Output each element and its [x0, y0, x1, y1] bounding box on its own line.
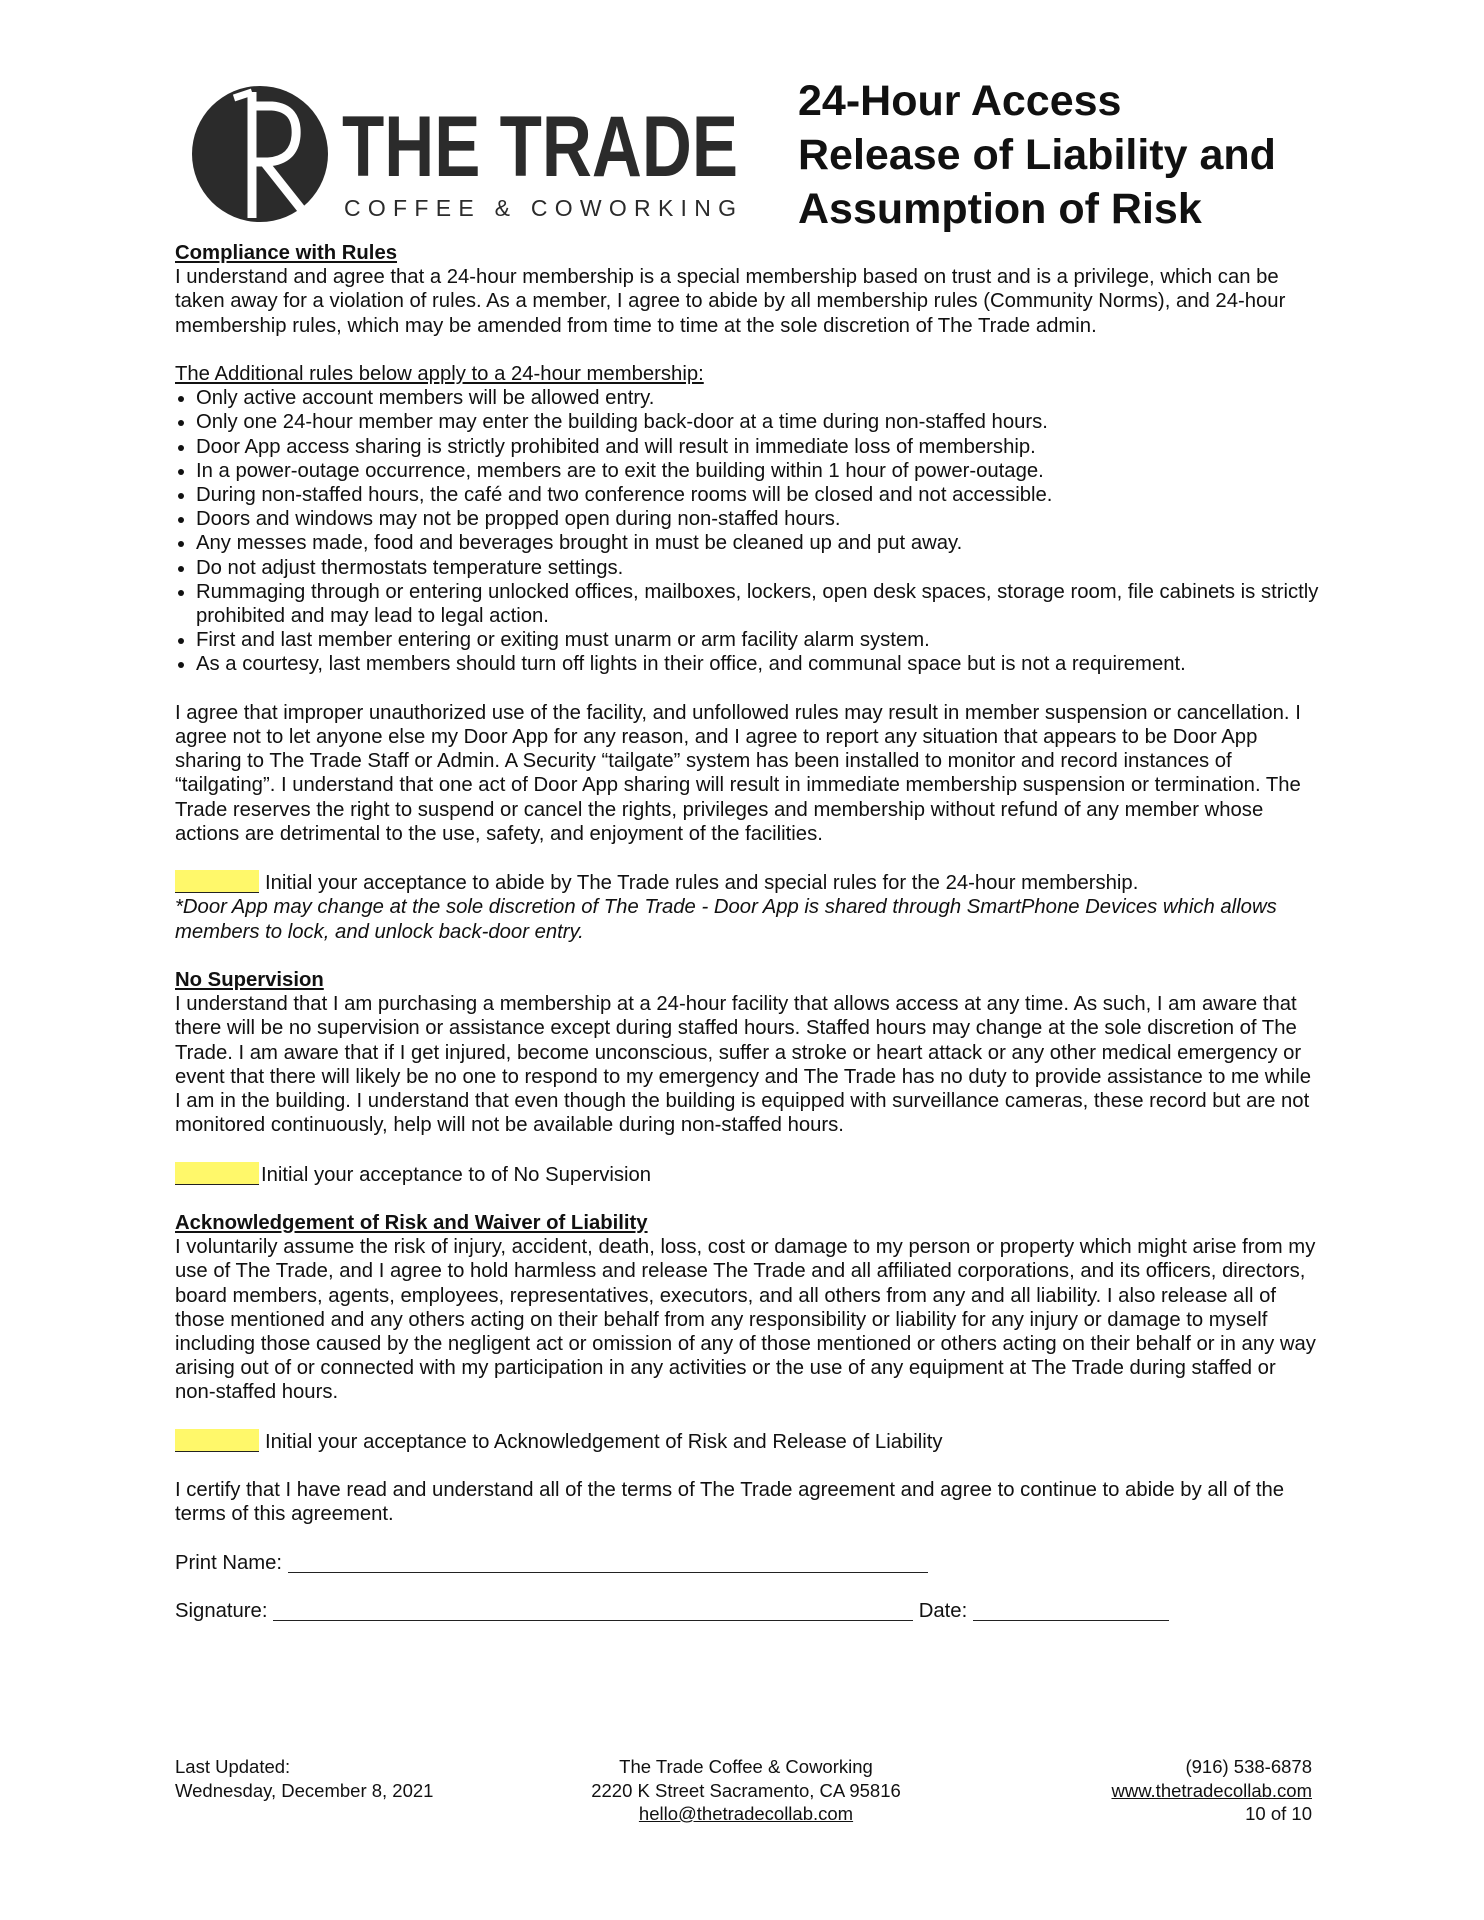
list-item: • Only one 24-hour member may enter the building back-door at a time during non-staffed hours.	[196, 410, 1320, 434]
footer-center	[571, 1755, 921, 1826]
list-item: • During non-staffed hours, the café and two conference rooms will be closed and not accessible.	[196, 483, 1320, 507]
date-label: Date:	[918, 1600, 968, 1623]
agreement-paragraph: I agree that improper unauthorized use of the facility, and unfollowed rules may result in member suspension or cancellation. I agree not to let anyone else my Door App for any reason, and I agree to report any situation that appears to be Door App sharing to The Trade Staff or Admin. A Security “tailgate” system has been installed to monitor and record instances of “tailgating”. I understand that one act of Door App sharing will result in immediate membership suspension or termination. The Trade reserves the right to suspend or cancel the rights, privileges and membership without refund of any member whose actions are detrimental to the use, safety, and enjoyment of the facilities.	[175, 701, 1301, 845]
risk-heading: Acknowledgement of Risk and Waiver of Liability	[175, 1212, 648, 1235]
email-link[interactable]: hello@thetradecollab.com	[638, 1803, 854, 1824]
compliance-heading: Compliance with Rules	[175, 242, 398, 264]
signature-field[interactable]	[273, 1600, 913, 1621]
list-item: • Do not adjust thermostats temperature settings.	[196, 556, 1320, 580]
document-title	[798, 74, 1438, 236]
phone-number: (916) 538-6878	[1185, 1756, 1312, 1777]
print-name-row	[175, 1551, 1320, 1575]
website-link[interactable]: www.thetradecollab.com	[1111, 1779, 1312, 1801]
list-item: • As a courtesy, last members should turn off lights in their office, and communal space but is not a requirement.	[196, 652, 1320, 676]
risk-paragraph: I voluntarily assume the risk of injury, accident, death, loss, cost or damage to my person or property which might arise from my use of The Trade, and I agree to hold harmless and release The Trade and all affiliated corporations, and its officers, directors, board members, agents, employees, representatives, executors, and all others from any and all liability. I also release all of those mentioned and any others acting on their behalf from any responsibility or liability for any injury or damage to myself including those caused by the negligent act or omission of any of those mentioned or others acting on their behalf or in any way arising out of or connected with my participation in any activities or the use of any equipment at The Trade during staffed or non-staffed hours.	[175, 1236, 1316, 1404]
risk-initial-field[interactable]	[175, 1429, 259, 1452]
page-number: 10 of 10	[1245, 1803, 1312, 1824]
title-line: Release of Liability and	[798, 131, 1276, 179]
title-line: Assumption of Risk	[798, 185, 1202, 233]
list-item: • First and last member entering or exiting must unarm or arm facility alarm system.	[196, 628, 1320, 652]
footer-right	[1012, 1755, 1312, 1826]
footer-left	[175, 1755, 535, 1802]
company-name: The Trade Coffee & Coworking	[619, 1756, 873, 1777]
rules-initial-field[interactable]	[175, 870, 259, 893]
risk-initial-row	[175, 1429, 1320, 1454]
signature-label: Signature:	[175, 1600, 268, 1623]
list-item: • Only active account members will be allowed entry.	[196, 386, 1320, 410]
print-name-field[interactable]	[288, 1552, 928, 1573]
company-address: 2220 K Street Sacramento, CA 95816	[591, 1779, 901, 1801]
supervision-paragraph: I understand that I am purchasing a membership at a 24-hour facility that allows access at any time. As such, I am aware that there will be no supervision or assistance except during staffed hours. Staffed hours may change at the sole discretion of The Trade. I am aware that if I get injured, become unconscious, suffer a stroke or heart attack or any other medical emergency or event that there will likely be no one to respond to my emergency and The Trade has no duty to provide assistance to me while I am in the building. I understand that even though the building is equipped with surveillance cameras, these record but are not monitored continuously, help will not be available during non-staffed hours.	[175, 993, 1312, 1137]
rules-heading: The Additional rules below apply to a 24-hour membership:	[175, 363, 704, 385]
title-line: 24-Hour Access	[798, 77, 1122, 125]
print-name-label: Print Name:	[175, 1551, 283, 1574]
rules-initial-row	[175, 870, 1320, 895]
date-field[interactable]	[973, 1600, 1169, 1621]
door-app-note: *Door App may change at the sole discretion of The Trade - Door App is shared through SmartPhone Devices which allows members to lock, and unlock back-door entry.	[175, 896, 1277, 943]
list-item: • Any messes made, food and beverages brought in must be cleaned up and put away.	[196, 531, 1320, 555]
rules-initial-label: Initial your acceptance to abide by The Trade rules and special rules for the 24-hour membership.	[265, 872, 1139, 895]
logo-tagline: COFFEE & COWORKING	[344, 195, 736, 221]
supervision-initial-label: Initial your acceptance to of No Supervision	[261, 1163, 652, 1186]
list-item: • Rummaging through or entering unlocked offices, mailboxes, lockers, open desk spaces, storage room, file cabinets is strictly prohibited and may lead to legal action.	[196, 580, 1320, 628]
certification-paragraph: I certify that I have read and understand all of the terms of The Trade agreement and agree to continue to abide by all of the terms of this agreement.	[175, 1479, 1285, 1526]
list-item: • Doors and windows may not be propped open during non-staffed hours.	[196, 507, 1320, 531]
logo-wordmark: THE TRADE	[342, 99, 738, 195]
risk-initial-label: Initial your acceptance to Acknowledgement of Risk and Release of Liability	[265, 1430, 943, 1453]
list-item: • In a power-outage occurrence, members are to exit the building within 1 hour of power-outage.	[196, 459, 1320, 483]
supervision-initial-field[interactable]	[175, 1162, 259, 1185]
compliance-paragraph: I understand and agree that a 24-hour membership is a special membership based on trust and is a privilege, which can be taken away for a violation of rules. As a member, I agree to abide by all membership rules (Community Norms), and 24-hour membership rules, which may be amended from time to time at the sole discretion of The Trade admin.	[175, 266, 1286, 337]
list-item: • Door App access sharing is strictly prohibited and will result in immediate loss of membership.	[196, 435, 1320, 459]
last-updated-date: Wednesday, December 8, 2021	[175, 1779, 434, 1801]
rules-list	[175, 386, 1320, 676]
signature-row	[175, 1599, 1320, 1623]
supervision-heading: No Supervision	[175, 969, 324, 992]
document-body	[175, 241, 1320, 1623]
last-updated-label: Last Updated:	[175, 1756, 291, 1777]
the-trade-logo	[190, 84, 750, 224]
supervision-initial-row	[175, 1162, 1320, 1187]
